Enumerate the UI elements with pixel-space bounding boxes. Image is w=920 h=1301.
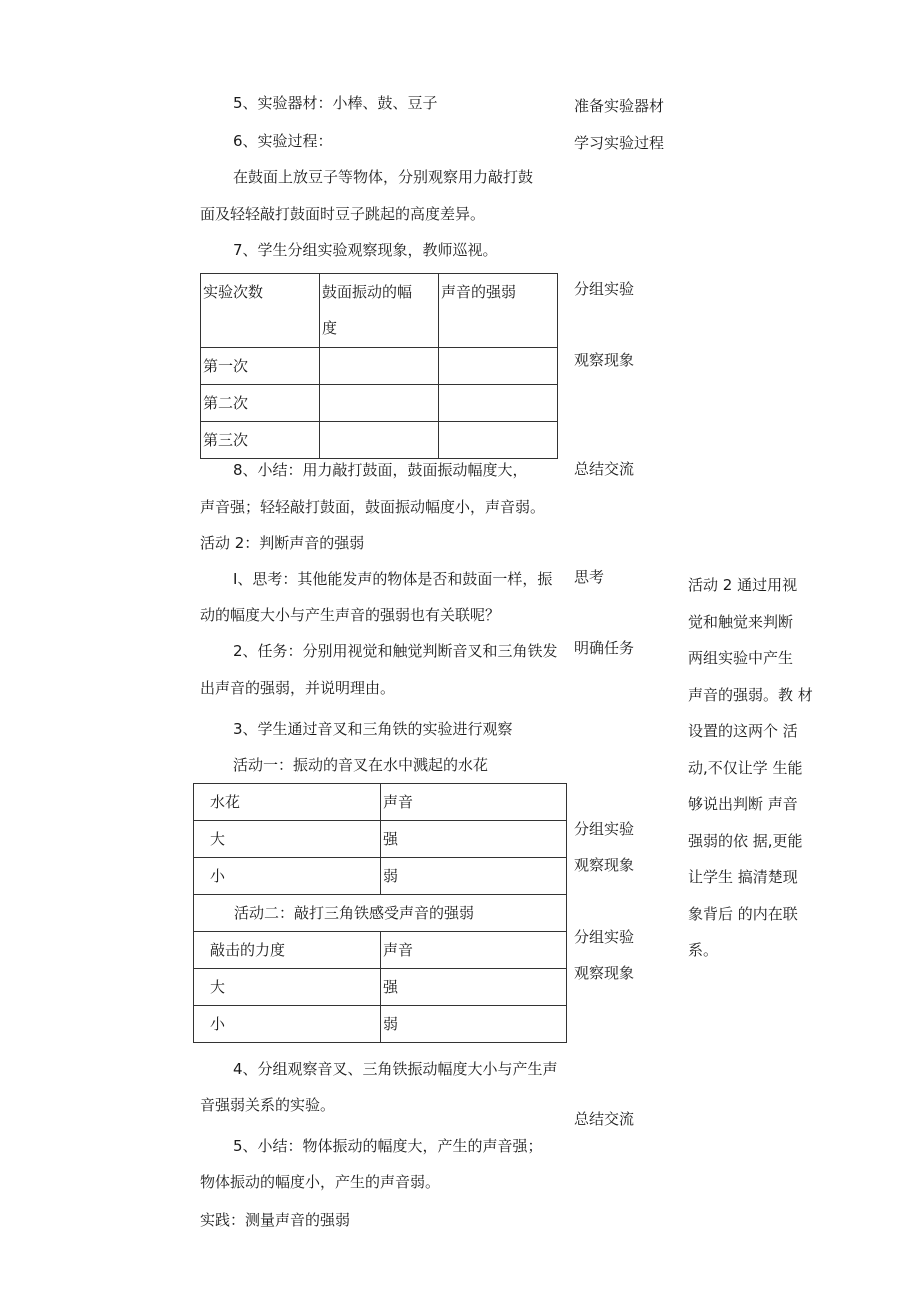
table-cell [439,348,558,385]
table-cell: 大 [194,969,381,1006]
teaching-note [688,567,816,969]
table-cell: 大 [194,821,381,858]
side-label: 观察现象 [574,964,635,982]
text-line: 出声音的强弱，并说明理由。 [200,679,396,697]
note-line: 设置的这两个 活 [688,722,798,740]
side-label: 准备实验器材 [574,97,665,115]
side-label: 分组实验 [574,820,635,838]
text-line: 5、实验器材：小棒、鼓、豆子 [233,94,438,112]
side-label: 总结交流 [574,1110,635,1128]
side-label: 分组实验 [574,280,635,298]
observation-table [193,783,567,1043]
experiment-table [200,273,558,459]
note-line: 活动 2 通过用视 [688,576,798,594]
note-line: 让学生 搞清楚现 [688,868,798,886]
side-label: 观察现象 [574,351,635,369]
table-header-cell: 敲击的力度 [194,932,381,969]
text-line: 音强弱关系的实验。 [200,1096,336,1114]
table-cell: 弱 [381,1006,567,1043]
section-heading: 活动 2：判断声音的强弱 [200,534,365,552]
text-line: 5、小结：物体振动的幅度大，产生的声音强； [233,1137,543,1155]
table-title-cell: 活动二：敲打三角铁感受声音的强弱 [194,895,567,932]
table-cell: 弱 [381,858,567,895]
text-line: I、思考：其他能发声的物体是否和鼓面一样，振 [233,570,553,588]
table-cell: 强 [381,821,567,858]
side-label: 明确任务 [574,639,635,657]
side-label: 分组实验 [574,928,635,946]
text-line: 8、小结：用力敲打鼓面，鼓面振动幅度大， [233,461,528,479]
table-header-cell: 声音的强弱 [439,274,558,348]
table-cell [320,422,439,459]
note-line: 够说出判断 声音 [688,795,798,813]
table-header-cell: 声音 [381,932,567,969]
text-line: 7、学生分组实验观察现象，教师巡视。 [233,241,498,259]
table-cell: 小 [194,858,381,895]
side-label: 学习实验过程 [574,134,665,152]
side-label: 思考 [574,568,605,586]
table-cell: 第三次 [201,422,320,459]
text-line: 面及轻轻敲打鼓面时豆子跳起的高度差异。 [200,205,486,223]
header-text: 鼓面振动的幅 [322,283,413,301]
side-label: 观察现象 [574,856,635,874]
text-line: 2、任务：分别用视觉和触觉判断音叉和三角铁发 [233,642,558,660]
text-line: 6、实验过程： [233,132,333,150]
note-line: 系。 [688,941,719,959]
text-line: 3、学生通过音叉和三角铁的实验进行观察 [233,720,513,738]
table-header-cell: 水花 [194,784,381,821]
table-cell [439,385,558,422]
text-line: 4、分组观察音叉、三角铁振动幅度大小与产生声 [233,1060,558,1078]
text-line: 物体振动的幅度小，产生的声音弱。 [200,1173,441,1191]
table-header-cell: 实验次数 [201,274,320,348]
note-line: 动,不仅让学 生能 [688,758,803,777]
table-cell: 第一次 [201,348,320,385]
text-line: 实践：测量声音的强弱 [200,1211,351,1229]
text-line: 活动一：振动的音叉在水中溅起的水花 [233,756,489,774]
table-cell: 第二次 [201,385,320,422]
table-cell: 小 [194,1006,381,1043]
text-line: 声音强；轻轻敲打鼓面，鼓面振动幅度小，声音弱。 [200,498,546,516]
table-header-cell [320,274,439,348]
note-line: 觉和触觉来判断 [688,612,794,631]
header-text: 度 [322,319,338,337]
text-line: 在鼓面上放豆子等物体，分别观察用力敲打鼓 [233,168,534,186]
side-label: 总结交流 [574,460,635,478]
text-line: 动的幅度大小与产生声音的强弱也有关联呢？ [200,606,501,624]
note-line: 两组实验中产生 [688,649,794,667]
table-cell: 强 [381,969,567,1006]
note-line: 声音的强弱。教 材 [688,685,813,704]
note-line: 强弱的依 据,更能 [688,831,803,850]
table-cell [320,348,439,385]
table-cell [320,385,439,422]
note-line: 象背后 的内在联 [688,904,798,923]
table-header-cell: 声音 [381,784,567,821]
table-cell [439,422,558,459]
